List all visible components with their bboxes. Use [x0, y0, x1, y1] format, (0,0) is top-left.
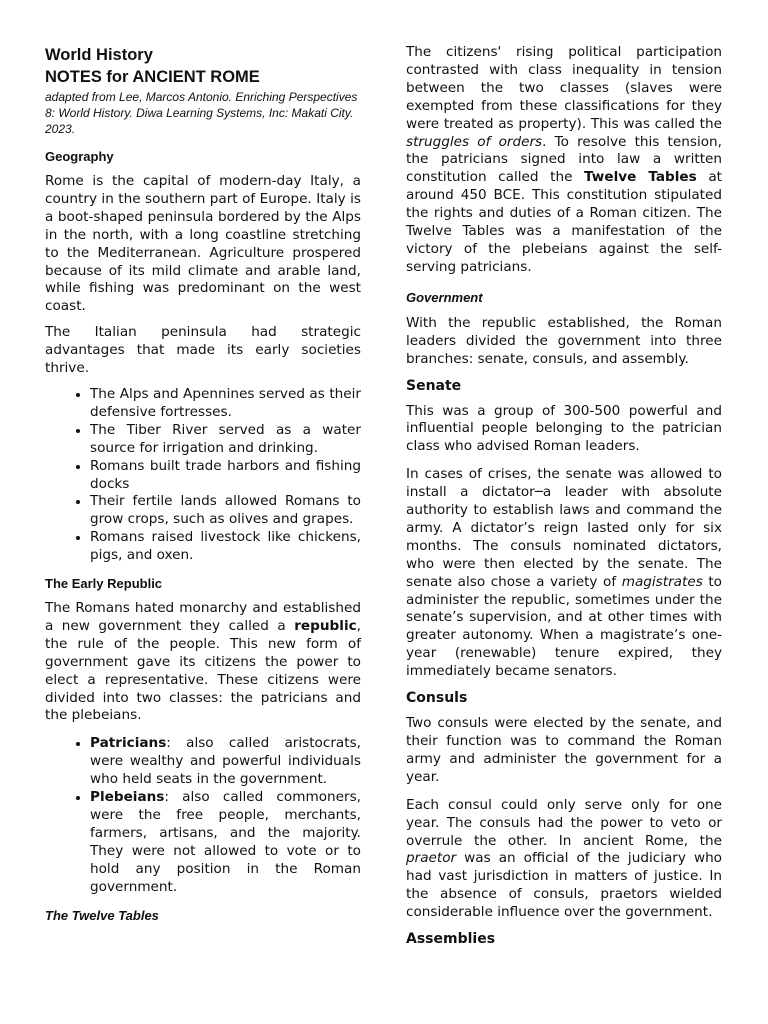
twelve-tables-paragraph — [406, 44, 722, 277]
consuls-paragraph-2 — [406, 797, 722, 922]
text-run: The Romans hated monarchy and established a new government they called a — [45, 600, 361, 634]
geography-paragraph-1: Rome is the capital of modern-day Italy, a country in the southern part of Europe. Italy is a boot-shaped peninsula bordered by the Alps in the north, with a long coastline stretching to the Mediterranean. Agriculture prospered because of its mild climate and arable land, while fishing was predominant on the west coast. — [45, 173, 361, 315]
senate-paragraph-1: This was a group of 300-500 powerful and influential people belonging to the patrician class who advised Roman leaders. — [406, 402, 722, 455]
term-magistrates: magistrates — [621, 573, 703, 590]
source-citation: adapted from Lee, Marcos Antonio. Enriching Perspectives 8: World History. Diwa Learning Systems, Inc: Makati City. 2023. — [45, 90, 358, 136]
term-twelve-tables: Twelve Tables — [584, 169, 697, 186]
consuls-heading: Consuls — [406, 690, 468, 707]
list-item: • Romans raised livestock like chickens, pigs, and oxen. — [90, 529, 361, 565]
text-run: to administer the republic, sometimes under the senate’s supervision, and at other times with greater autonomy. When a magistrate’s one-year (renewable) tenure expired, they immediately became senators. — [406, 573, 723, 680]
document-title — [45, 44, 361, 88]
left-column — [45, 44, 361, 933]
list-item: • The Tiber River served as a water source for irrigation and drinking. — [90, 422, 361, 458]
early-republic-heading: The Early Republic — [45, 576, 163, 592]
list-item: • Their fertile lands allowed Romans to grow crops, such as olives and grapes. — [90, 493, 361, 529]
text-run: : also called aristocrats, were wealthy and powerful individuals who held seats in the government. — [90, 735, 361, 788]
geography-heading: Geography — [45, 149, 114, 164]
list-item: • The Alps and Apennines served as their defensive fortresses. — [90, 386, 361, 422]
right-column — [406, 44, 722, 956]
title-line-1: World History — [45, 46, 153, 64]
early-republic-paragraph — [45, 600, 361, 725]
title-line-2: NOTES for ANCIENT ROME — [45, 68, 260, 86]
text-run: : also called commoners, were the free people, merchants, farmers, artisans, and the majority. They were not allowed to vote or to hold any position in the Roman government. — [90, 789, 361, 895]
text-run: The citizens' rising political participation contrasted with class inequality in tension between the two classes (slaves were exempted from these classifications for they were treated as property). This was called the — [406, 44, 722, 132]
text-run: at around 450 BCE. This constitution stipulated the rights and duties of a Roman citizen. The Twelve Tables was a manifestation of the victory of the plebeians against the self-serving patricians. — [406, 169, 722, 275]
senate-paragraph-2 — [406, 466, 722, 681]
senate-heading: Senate — [406, 377, 462, 394]
twelve-tables-heading: The Twelve Tables — [45, 907, 159, 923]
term-plebeians: Plebeians — [90, 789, 165, 806]
text-run: . To resolve this tension, the patricians signed into law a written constitution called the — [406, 133, 722, 186]
list-item — [90, 735, 361, 789]
term-praetor: praetor — [406, 850, 457, 867]
list-item: • Romans built trade harbors and fishing docks — [90, 458, 361, 494]
geography-paragraph-2: The Italian peninsula had strategic advantages that made its early societies thrive. — [45, 324, 361, 377]
term-struggles-of-orders: struggles of orders — [406, 133, 543, 150]
consuls-paragraph-1: Two consuls were elected by the senate, and their function was to command the Roman army and administer the government for a year. — [406, 715, 722, 785]
government-paragraph: With the republic established, the Roman leaders divided the government into three branches: senate, consuls, and assembly. — [406, 314, 722, 367]
text-run: , the rule of the people. This new form of government gave its citizens the power to elect a representative. These citizens were divided into two classes: the patricians and the plebeians. — [45, 617, 361, 724]
classes-list — [45, 735, 361, 896]
text-run: was an official of the judiciary who had vast jurisdiction in matters of justice. In the absence of consuls, praetors wielded considerable influence over the government. — [406, 850, 722, 921]
list-item — [90, 789, 361, 896]
text-run: In cases of crises, the senate was allowed to install a dictator─a leader with absolute authority to establish laws and command the army. A dictator’s reign lasted only for six months. The consuls nominated dictators, who were then elected by the senate. The senate also chose a variety of — [406, 466, 722, 590]
term-republic: republic — [294, 617, 357, 634]
term-patricians: Patricians — [90, 735, 167, 752]
advantages-list — [45, 386, 361, 565]
government-heading: Government — [406, 289, 483, 305]
assemblies-heading: Assemblies — [406, 931, 496, 948]
text-run: Each consul could only serve only for one year. The consuls had the power to veto or overrule the other. In ancient Rome, the — [406, 796, 722, 849]
